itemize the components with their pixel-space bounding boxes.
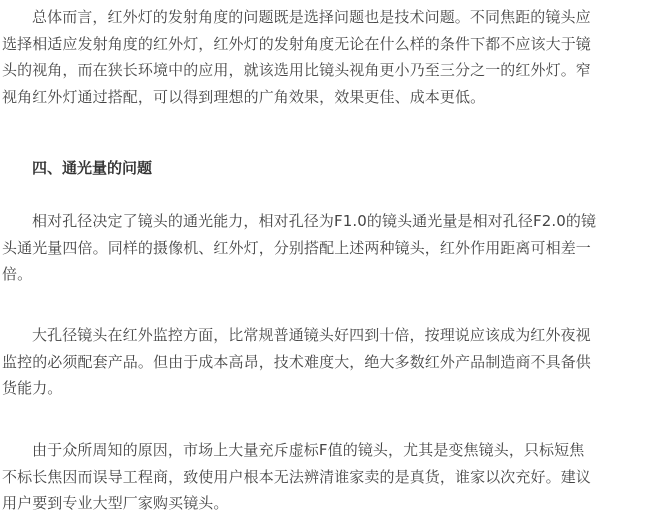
section-heading: 四、通光量的问题 [32,159,153,177]
paragraph-large-aperture [2,322,591,402]
text-line: 由于众所周知的原因，市场上大量充斥虚标F值的镜头，尤其是变焦镜头，只标短焦 [32,441,585,459]
paragraph-f-value [2,437,591,517]
text-line: 视角红外灯通过搭配，可以得到理想的广角效果，效果更佳、成本更低。 [2,87,486,106]
text-line: 总体而言，红外灯的发射角度的问题既是选择问题也是技术问题。不同焦距的镜头应 [32,8,591,26]
text-line: 选择相适应发射角度的红外灯，红外灯的发射角度无论在什么样的条件下都不应该大于镜 [2,34,591,53]
text-line: 不标长焦因而误导工程商，致使用户根本无法辨清谁家卖的是真货，谁家以次充好。建议 [2,467,591,486]
text-line: 头的视角，而在狭长环境中的应用，就该选用比镜头视角更小乃至三分之一的红外灯。窄 [2,61,591,79]
text-line: 货能力。 [2,379,63,397]
text-line: 相对孔径决定了镜头的通光能力，相对孔径为F1.0的镜头通光量是相对孔径F2.0的镜 [32,212,597,230]
text-line: 头通光量四倍。同样的摄像机、红外灯，分别搭配上述两种镜头，红外作用距离可相差一 [2,238,591,257]
text-line: 倍。 [2,265,33,283]
text-line: 大孔径镜头在红外监控方面，比常规普通镜头好四到十倍，按理说应该成为红外夜视 [32,326,591,344]
paragraph-ir-angle [2,4,591,110]
text-line: 监控的必须配套产品。但由于成本高昂，技术难度大，绝大多数红外产品制造商不具备供 [2,352,591,371]
text-line: 用户要到专业大型厂家购买镜头。 [2,494,229,512]
paragraph-aperture [2,208,596,288]
